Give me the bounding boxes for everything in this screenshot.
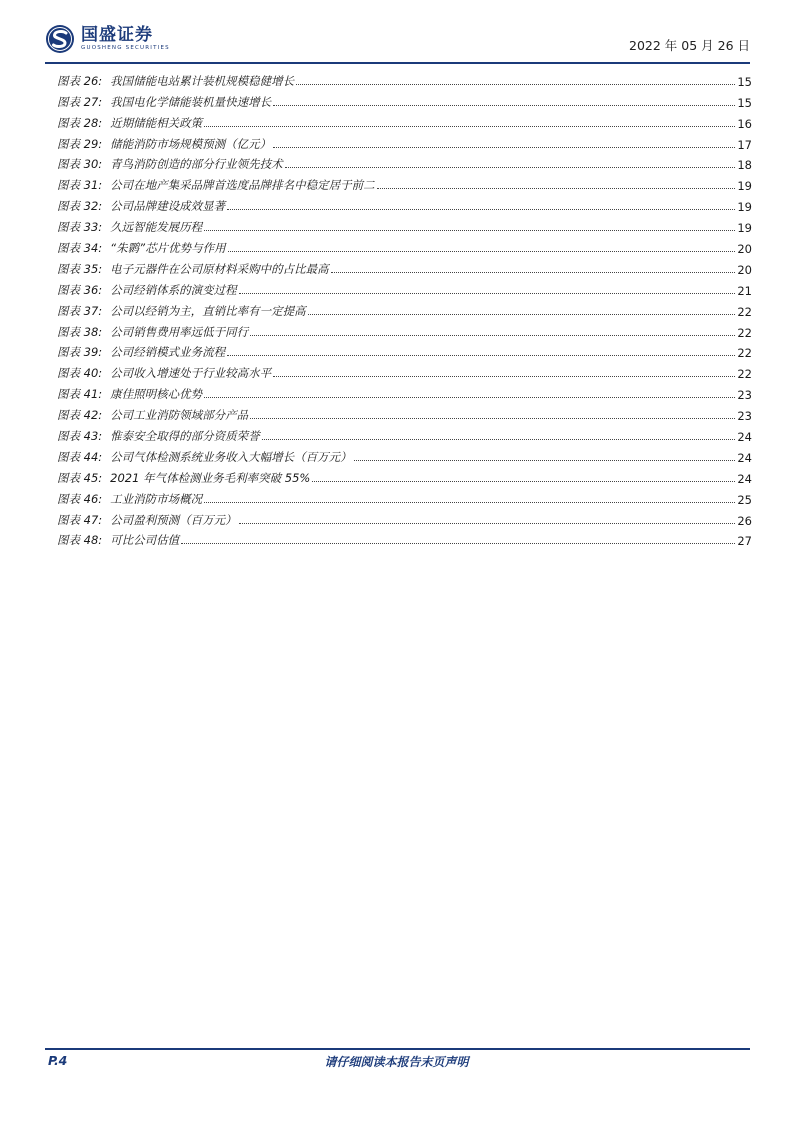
toc-entry[interactable] — [57, 340, 752, 361]
toc-entry[interactable] — [57, 402, 752, 423]
figure-title: 公司销售费用率远低于同行 — [110, 324, 249, 339]
page-ref: 15 — [737, 95, 752, 110]
toc-entry[interactable] — [57, 444, 752, 465]
footer-disclaimer: 请仔细阅读本报告末页声明 — [324, 1055, 469, 1069]
figure-title: 公司经销模式业务流程 — [110, 345, 226, 360]
dot-leader — [228, 251, 736, 252]
dot-leader — [227, 355, 735, 356]
toc-entry[interactable] — [57, 381, 752, 402]
toc-entry[interactable] — [57, 235, 752, 256]
footer-divider — [45, 1048, 750, 1050]
figure-label: 图表 46: — [57, 491, 103, 506]
page-ref: 16 — [737, 116, 752, 131]
figure-label: 图表 40: — [57, 366, 103, 381]
dot-leader — [204, 502, 735, 503]
dot-leader — [273, 376, 735, 377]
dot-leader — [181, 543, 735, 544]
figure-title: 可比公司估值 — [110, 533, 180, 548]
toc-entry[interactable] — [57, 152, 752, 173]
page-ref: 19 — [737, 200, 752, 215]
figure-title: 我国电化学储能装机量快速增长 — [110, 94, 272, 109]
dot-leader — [285, 167, 736, 168]
dot-leader — [204, 230, 735, 231]
figure-label: 图表 29: — [57, 136, 103, 151]
figure-label: 图表 45: — [57, 470, 103, 485]
figure-title: “朱鹮”芯片优势与作用 — [110, 241, 226, 256]
figure-label: 图表 47: — [57, 512, 103, 527]
figure-title: 近期储能相关政策 — [110, 115, 203, 130]
figure-title: 电子元器件在公司原材料采购中的占比最高 — [110, 261, 329, 276]
figure-label: 图表 41: — [57, 387, 103, 402]
dot-leader — [262, 439, 736, 440]
figure-label: 图表 43: — [57, 429, 103, 444]
page-ref: 25 — [737, 492, 752, 507]
toc-entry[interactable] — [57, 507, 752, 528]
figure-title: 2021 年气体检测业务毛利率突破 55% — [110, 470, 311, 485]
page-ref: 22 — [737, 325, 752, 340]
dot-leader — [273, 105, 735, 106]
dot-leader — [296, 84, 735, 85]
dot-leader — [377, 188, 736, 189]
toc-entry[interactable] — [57, 298, 752, 319]
figure-title: 我国储能电站累计装机规模稳健增长 — [110, 73, 295, 88]
logo-chinese-name: 国盛证券 — [81, 25, 153, 45]
report-date: 2022 年 05 月 26 日 — [629, 38, 750, 53]
figure-title: 公司收入增速处于行业较高水平 — [110, 366, 272, 381]
dot-leader — [204, 126, 735, 127]
toc-entry[interactable] — [57, 256, 752, 277]
page-ref: 19 — [737, 179, 752, 194]
page-number: P.4 — [48, 1053, 68, 1068]
figure-label: 图表 33: — [57, 220, 103, 235]
figure-label: 图表 34: — [57, 241, 103, 256]
page-ref: 27 — [737, 534, 752, 549]
figure-title: 公司工业消防领域部分产品 — [110, 408, 249, 423]
figure-label: 图表 44: — [57, 449, 103, 464]
guosheng-logo-icon — [45, 24, 75, 54]
dot-leader — [308, 314, 736, 315]
figure-title: 储能消防市场规模预测（亿元） — [110, 136, 272, 151]
toc-entry[interactable] — [57, 277, 752, 298]
toc-entry[interactable] — [57, 131, 752, 152]
page-ref: 20 — [737, 242, 752, 257]
figure-title: 康佳照明核心优势 — [110, 387, 203, 402]
logo-english-name: GUOSHENG SECURITIES — [81, 45, 170, 51]
figure-title: 工业消防市场概况 — [110, 491, 203, 506]
figure-title: 公司盈利预测（百万元） — [110, 512, 237, 527]
toc-entry[interactable] — [57, 486, 752, 507]
figure-label: 图表 35: — [57, 261, 103, 276]
page-ref: 23 — [737, 388, 752, 403]
dot-leader — [331, 272, 736, 273]
figure-label: 图表 31: — [57, 178, 103, 193]
figure-label: 图表 26: — [57, 73, 103, 88]
figure-title: 久远智能发展历程 — [110, 220, 203, 235]
figure-title: 惟泰安全取得的部分资质荣誉 — [110, 429, 260, 444]
toc-entry[interactable] — [57, 193, 752, 214]
page-ref: 18 — [737, 158, 752, 173]
page-ref: 22 — [737, 346, 752, 361]
page-ref: 15 — [737, 74, 752, 89]
figure-label: 图表 28: — [57, 115, 103, 130]
toc-entry[interactable] — [57, 214, 752, 235]
dot-leader — [273, 147, 735, 148]
page-ref: 21 — [737, 283, 752, 298]
toc-entry[interactable] — [57, 465, 752, 486]
page-header — [45, 22, 750, 58]
figure-label: 图表 32: — [57, 199, 103, 214]
figure-label: 图表 42: — [57, 408, 103, 423]
page-ref: 23 — [737, 409, 752, 424]
dot-leader — [227, 209, 735, 210]
dot-leader — [312, 481, 735, 482]
figure-label: 图表 27: — [57, 94, 103, 109]
figure-list — [57, 68, 752, 548]
figure-label: 图表 39: — [57, 345, 103, 360]
page-ref: 19 — [737, 221, 752, 236]
figure-label: 图表 36: — [57, 282, 103, 297]
page-ref: 22 — [737, 304, 752, 319]
toc-entry[interactable] — [57, 528, 752, 549]
toc-entry[interactable] — [57, 172, 752, 193]
figure-title: 公司气体检测系统业务收入大幅增长（百万元） — [110, 449, 352, 464]
page-ref: 20 — [737, 262, 752, 277]
toc-entry[interactable] — [57, 360, 752, 381]
logo-text — [81, 26, 170, 52]
toc-entry[interactable] — [57, 89, 752, 110]
guosheng-logo — [45, 22, 170, 56]
dot-leader — [239, 293, 736, 294]
dot-leader — [250, 335, 735, 336]
page-ref: 24 — [737, 450, 752, 465]
dot-leader — [354, 460, 736, 461]
toc-entry[interactable] — [57, 423, 752, 444]
toc-entry[interactable] — [57, 68, 752, 89]
toc-entry[interactable] — [57, 110, 752, 131]
page-ref: 17 — [737, 137, 752, 152]
page-ref: 22 — [737, 367, 752, 382]
page-ref: 26 — [737, 513, 752, 528]
dot-leader — [239, 523, 736, 524]
figure-label: 图表 30: — [57, 157, 103, 172]
figure-label: 图表 48: — [57, 533, 103, 548]
figure-title: 公司以经销为主，直销比率有一定提高 — [110, 303, 306, 318]
page-ref: 24 — [737, 471, 752, 486]
figure-title: 青鸟消防创造的部分行业领先技术 — [110, 157, 283, 172]
header-divider — [45, 62, 750, 64]
figure-title: 公司品牌建设成效显著 — [110, 199, 226, 214]
figure-title: 公司在地产集采品牌首选度品牌排名中稳定居于前二 — [110, 178, 375, 193]
figure-title: 公司经销体系的演变过程 — [110, 282, 237, 297]
toc-entry[interactable] — [57, 319, 752, 340]
dot-leader — [250, 418, 735, 419]
figure-label: 图表 37: — [57, 303, 103, 318]
page-ref: 24 — [737, 430, 752, 445]
dot-leader — [204, 397, 735, 398]
figure-label: 图表 38: — [57, 324, 103, 339]
